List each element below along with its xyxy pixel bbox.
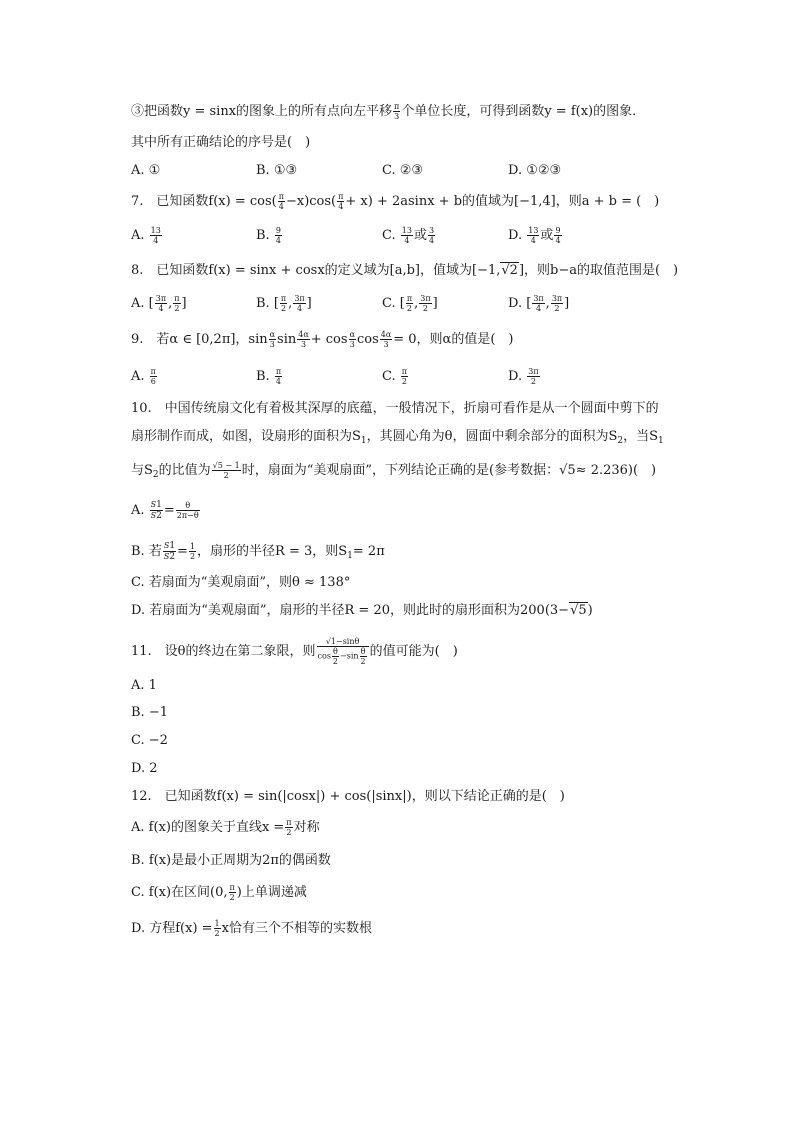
frac-num: 9 — [275, 226, 281, 235]
bracket: ] — [432, 296, 438, 311]
bracket: ] — [181, 296, 187, 311]
q10-ratio-frac — [212, 461, 241, 480]
frac-num: 13 — [150, 226, 161, 235]
subscript: 2 — [617, 436, 624, 446]
half-theta — [332, 647, 339, 666]
q11-option-b: B. −1 — [131, 705, 168, 720]
frac-num: π — [278, 192, 284, 201]
frac-num: θ — [176, 501, 200, 511]
comma: , — [288, 296, 293, 311]
comma: , — [168, 296, 173, 311]
q10-option-c: C. 若扇面为“美观扇面”，则θ ≈ 138° — [131, 575, 351, 590]
q8-a-frac-2 — [173, 294, 180, 313]
q8-option-c — [382, 294, 438, 314]
q7-b-frac — [275, 226, 282, 245]
sin-text: −sin — [340, 651, 359, 661]
q9-text: 9. 若α ∈ [0,2π]，sin — [131, 332, 268, 347]
q8-b-frac-1 — [280, 294, 287, 313]
q10-b-frac-lhs — [163, 541, 176, 562]
q12-c-frac — [229, 883, 236, 902]
bracket: [ — [148, 296, 154, 311]
equals: = — [177, 544, 188, 559]
option-label: D. — [508, 228, 523, 243]
q11-option-d: D. 2 — [131, 761, 158, 776]
option-label: D. — [508, 296, 523, 311]
q12-a-text-end: 对称 — [293, 820, 320, 835]
q6-fraction — [393, 102, 400, 121]
frac-den: 4 — [530, 236, 536, 245]
frac-num: π — [394, 102, 400, 111]
frac-den: 2 — [189, 552, 196, 561]
q10-b-half — [189, 542, 196, 561]
q9-c-frac — [401, 367, 408, 386]
q12-a-frac — [285, 818, 292, 837]
frac-den — [150, 511, 163, 521]
q12-d-text-end: x恰有三个不相等的实数根 — [221, 921, 372, 936]
bracket: [ — [526, 296, 532, 311]
frac-den: 2 — [286, 828, 292, 837]
frac-den: 4 — [275, 236, 281, 245]
frac-num: θ — [360, 647, 366, 656]
option-label: A. — [131, 369, 145, 384]
q8-d-frac-1 — [532, 294, 544, 313]
frac-den: 2 — [360, 657, 366, 666]
frac-den: 2 — [174, 304, 180, 313]
q10-option-d — [131, 601, 593, 621]
frac-den: 3 — [383, 340, 389, 349]
q11-text-end: 的值可能为( ) — [369, 644, 458, 659]
q9-d-frac — [527, 367, 539, 386]
radicand: 2 — [509, 263, 518, 278]
option-label: C. — [382, 369, 396, 384]
frac-num: 1 — [189, 542, 196, 551]
q11-frac — [317, 637, 369, 666]
frac-den: 6 — [150, 377, 156, 386]
frac-num: 3π — [533, 294, 544, 303]
bracket: [ — [399, 296, 405, 311]
q7-d-frac-1 — [527, 226, 539, 245]
q7-stem — [131, 192, 659, 212]
frac-den: 4 — [338, 202, 344, 211]
frac-num — [150, 500, 163, 511]
frac-num: 1 — [214, 919, 220, 928]
frac-num: θ — [333, 647, 338, 656]
comma: , — [545, 296, 550, 311]
q6-ask: 其中所有正确结论的序号是( ) — [131, 135, 311, 150]
frac-num: √1−sinθ — [317, 637, 369, 647]
frac-num: π — [401, 367, 408, 376]
q8-option-a — [131, 294, 187, 314]
frac-den: 2 — [530, 377, 536, 386]
q7-option-a — [131, 226, 163, 246]
frac-num: 3π — [528, 367, 539, 376]
option-label: A. — [131, 228, 145, 243]
q9-stem — [131, 330, 513, 350]
q7-c-frac-2 — [428, 226, 435, 245]
frac-den: 2 — [229, 893, 235, 902]
frac-den: 3 — [349, 340, 355, 349]
q6-stmt3-text: ③把函数y = sinx的图象上的所有点向左平移 — [131, 104, 393, 119]
q10-b-text: ，扇形的半径R = 3，则S — [197, 544, 348, 559]
frac-den: 4 — [404, 236, 410, 245]
frac-num: 9 — [555, 226, 561, 235]
q12-c-text-end: )上单调递减 — [236, 885, 307, 900]
frac-num: π — [406, 294, 413, 303]
q12-option-c — [131, 883, 307, 903]
subscript: 1 — [169, 541, 176, 551]
frac-den: 4 — [153, 236, 159, 245]
option-label: B. — [256, 296, 270, 311]
frac-num: π — [338, 192, 344, 201]
frac-num: 3π — [420, 294, 431, 303]
frac-num: α — [349, 330, 355, 339]
q10-option-b — [131, 541, 385, 566]
frac-den: 4 — [278, 202, 284, 211]
q11-stem — [131, 637, 458, 666]
q10-d-text-end: ) — [587, 603, 593, 618]
q7-option-c — [382, 226, 436, 246]
q10-b-text: B. 若 — [131, 544, 162, 559]
q11-text: 11. 设θ的终边在第二象限，则 — [131, 644, 316, 659]
subscript: 2 — [169, 552, 176, 562]
comma: , — [414, 296, 419, 311]
subscript: 2 — [152, 470, 159, 480]
q10-text: 扇形制作而成，如图，设扇形的面积为S — [131, 429, 361, 444]
q8-a-frac-1 — [155, 294, 167, 313]
frac-den: 4 — [555, 236, 561, 245]
q8-option-d — [508, 294, 569, 314]
sqrt-5: √5 — [559, 463, 576, 478]
q9-frac-2 — [297, 330, 310, 349]
frac-den: 2 — [332, 657, 339, 666]
q10-d-text: D. 若扇面为“美观扇面”，扇形的半径R = 20，则此时的扇形面积为200(3− — [131, 603, 570, 618]
option-label: C. — [382, 228, 396, 243]
q9-a-frac — [150, 367, 157, 386]
subscript: 1 — [658, 436, 664, 446]
q9-option-b — [256, 367, 283, 387]
q7-d-frac-2 — [554, 226, 561, 245]
q10-b-text-end: = 2π — [352, 544, 385, 559]
frac-den: 2 — [406, 304, 413, 313]
q7-text: + x) + 2asinx + b的值域为[−1,4]，则a + b = ( ) — [345, 194, 660, 209]
q12-d-text: D. 方程f(x) = — [131, 921, 213, 936]
option-label: B. — [256, 369, 270, 384]
or-text: 或 — [413, 228, 427, 243]
subscript: 1 — [360, 436, 367, 446]
q6-stmt3-text-end: 个单位长度，可得到函数y = f(x)的图象． — [401, 104, 646, 119]
s-letter: S — [150, 500, 157, 509]
q9-frac-4 — [380, 330, 393, 349]
frac-num: 3π — [294, 294, 305, 303]
q12-a-text: A. f(x)的图象关于直线x = — [131, 820, 285, 835]
q10-text: ，当S — [623, 429, 659, 444]
frac-num: π — [280, 294, 287, 303]
bracket: [ — [273, 296, 279, 311]
q10-text: 的比值为 — [158, 463, 211, 478]
q7-option-d — [508, 226, 563, 246]
q8-text: 8. 已知函数f(x) = sinx + cosx的定义域为[a,b]，值域为[−1, — [131, 263, 501, 278]
subscript: 2 — [156, 511, 162, 521]
q10-text: ，其圆心角为θ，圆面中剩余部分的面积为S — [366, 429, 618, 444]
frac-den: 2 — [422, 304, 428, 313]
frac-num: 3 — [428, 226, 435, 235]
option-label: B. — [256, 228, 270, 243]
s-letter: S — [150, 511, 157, 520]
equals: = — [163, 503, 175, 518]
q6-option-a: A. ① — [131, 163, 161, 178]
option-label: A. — [131, 296, 145, 311]
frac-den — [163, 552, 176, 562]
frac-den: 2 — [401, 377, 407, 386]
q10-a-frac-rhs — [176, 501, 200, 520]
q7-c-frac-1 — [401, 226, 413, 245]
frac-num: π — [229, 883, 235, 892]
q11-option-c: C. −2 — [131, 733, 168, 748]
frac-num: α — [269, 330, 276, 339]
q7-a-frac — [150, 226, 162, 245]
subscript: 1 — [156, 500, 162, 510]
q7-text: −x)cos( — [285, 194, 337, 209]
sqrt-2: √2 — [501, 263, 518, 278]
frac-num: π — [286, 818, 292, 827]
q7-frac-2 — [337, 192, 344, 211]
s-letter: S — [163, 552, 170, 561]
q9-option-d — [508, 367, 541, 387]
q10-line-2 — [131, 427, 664, 451]
frac-den: 2π−θ — [176, 511, 199, 520]
q10-text: 时，扇面为“美观扇面”，下列结论正确的是(参考数据： — [241, 463, 560, 478]
frac-den: 4 — [428, 236, 435, 245]
sqrt-5: √5 — [570, 603, 587, 618]
cos-text: cos — [317, 651, 331, 661]
subscript: 1 — [347, 551, 353, 561]
q8-c-frac-1 — [406, 294, 413, 313]
frac-den: 3 — [269, 340, 275, 349]
q8-text-end: ]，则b−a的取值范围是( ) — [518, 263, 679, 278]
frac-den: 4 — [296, 304, 303, 313]
radicand: 5 — [578, 603, 587, 618]
q10-line-3 — [131, 461, 656, 485]
frac-num: 4α — [380, 330, 392, 339]
q10-text-end: ≈ 2.236)( ) — [575, 463, 657, 478]
bracket: ] — [564, 296, 570, 311]
frac-den: 4 — [275, 377, 281, 386]
q12-d-frac — [214, 919, 221, 938]
q9-option-c — [382, 367, 409, 387]
q8-b-frac-2 — [293, 294, 305, 313]
q9-text-end: = 0，则α的值是( ) — [393, 332, 514, 347]
q12-stem: 12. 已知函数f(x) = sin(|cosx|) + cos(|sinx|)，则以下结论正确的是( ) — [131, 789, 565, 804]
q6-statement-3 — [131, 102, 645, 122]
q9-text: sin — [277, 332, 297, 347]
q7-option-b — [256, 226, 283, 246]
frac-num: 13 — [401, 226, 412, 235]
q12-option-d — [131, 919, 372, 939]
half-theta — [360, 647, 367, 666]
q8-d-frac-2 — [551, 294, 563, 313]
frac-den: 4 — [535, 304, 542, 313]
q6-option-b: B. ①③ — [256, 163, 298, 178]
q10-line-1: 10. 中国传统扇文化有着极其深厚的底蕴，一般情况下，折扇可看作是从一个圆面中剪下的 — [131, 401, 659, 416]
q10-text: 与S — [131, 463, 153, 478]
q9-frac-3 — [349, 330, 356, 349]
option-label: C. — [382, 296, 396, 311]
q9-text: + cos — [310, 332, 348, 347]
frac-num: 13 — [528, 226, 539, 235]
q9-frac-1 — [269, 330, 276, 349]
frac-num: 4α — [298, 330, 309, 339]
q12-option-a — [131, 818, 320, 838]
frac-num: π — [174, 294, 180, 303]
frac-den: 3 — [300, 340, 307, 349]
q8-stem — [131, 261, 678, 281]
frac-num — [163, 541, 176, 552]
q7-frac-1 — [278, 192, 285, 211]
frac-den: 2 — [223, 471, 229, 480]
q9-text: cos — [356, 332, 379, 347]
q12-option-b: B. f(x)是最小正周期为2π的偶函数 — [131, 853, 331, 868]
frac-den: 2 — [214, 929, 220, 938]
frac-den: 4 — [158, 304, 164, 313]
frac-num: 3π — [155, 294, 167, 303]
q12-c-text: C. f(x)在区间(0, — [131, 885, 228, 900]
q9-option-a — [131, 367, 158, 387]
frac-den: 2 — [554, 304, 560, 313]
q10-option-a — [131, 500, 201, 521]
q10-a-frac-lhs — [150, 500, 163, 521]
frac-den: 3 — [394, 112, 400, 121]
frac-num: π — [275, 367, 282, 376]
q6-option-c: C. ②③ — [382, 163, 424, 178]
q11-option-a: A. 1 — [131, 678, 157, 693]
q7-text: 7. 已知函数f(x) = cos( — [131, 194, 277, 209]
frac-num: √5 − 1 — [212, 461, 240, 470]
q6-option-d: D. ①②③ — [508, 163, 562, 178]
option-label: A. — [131, 503, 145, 518]
bracket: ] — [306, 296, 312, 311]
frac-den — [317, 647, 369, 666]
q9-b-frac — [275, 367, 282, 386]
q8-c-frac-2 — [419, 294, 431, 313]
q8-option-b — [256, 294, 312, 314]
frac-num: 3π — [551, 294, 563, 303]
or-text: 或 — [540, 228, 554, 243]
option-label: D. — [508, 369, 523, 384]
frac-num: π — [150, 367, 156, 376]
frac-den: 2 — [280, 304, 287, 313]
s-letter: S — [163, 541, 170, 550]
